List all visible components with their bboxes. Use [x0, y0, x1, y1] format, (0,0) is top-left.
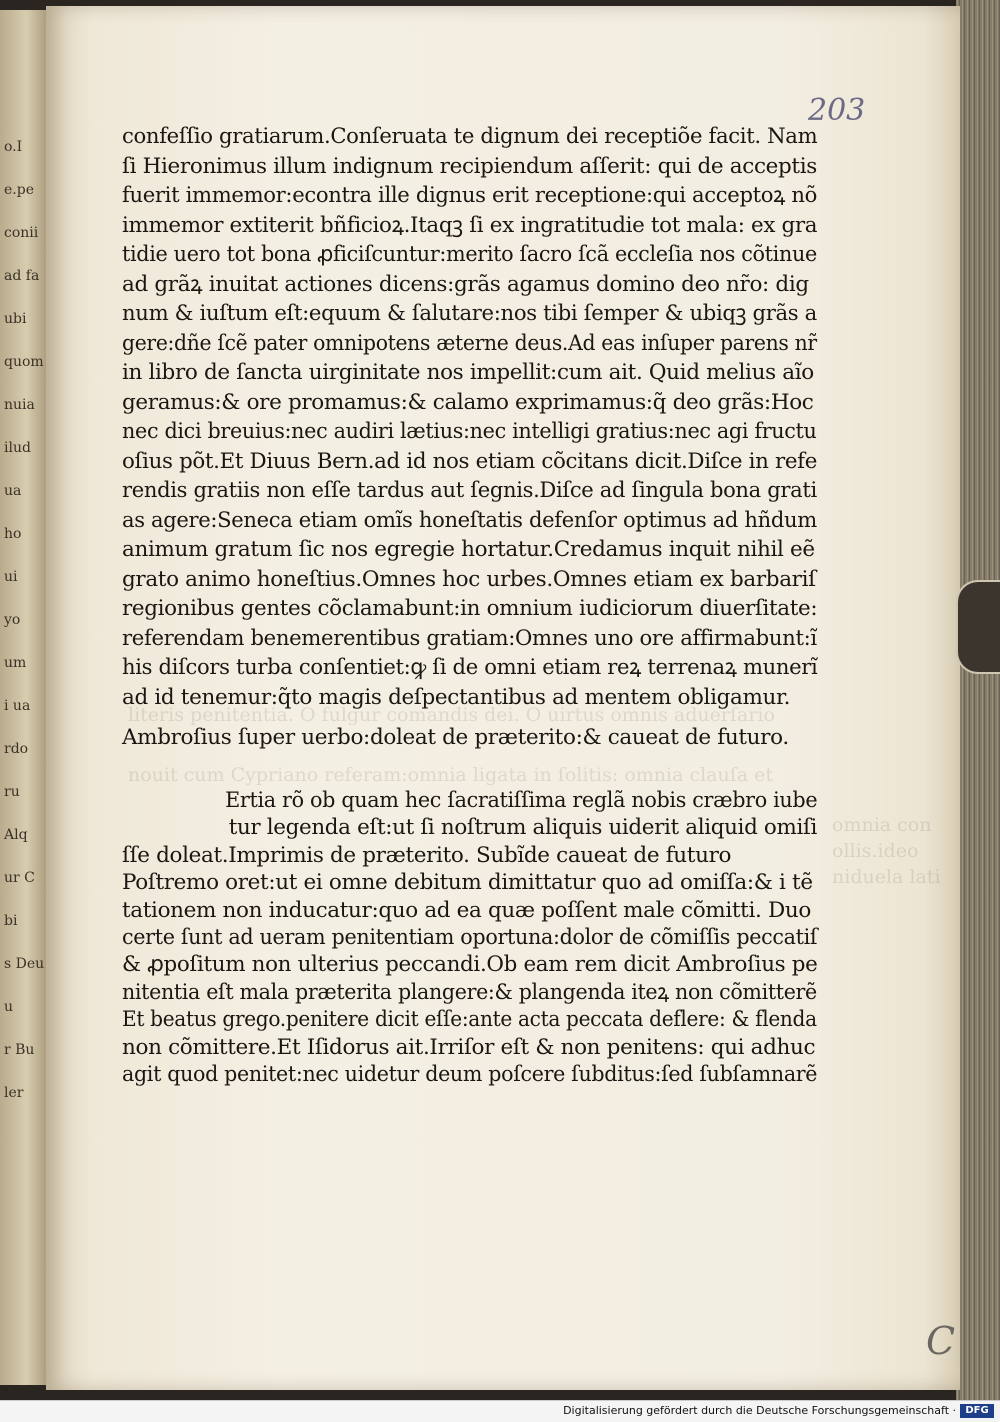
text-line: Ertia rõ ob quam hec ſacratiſſima reglã nobis cræbro iube	[225, 788, 818, 813]
left-page-fragment: ru	[4, 784, 20, 800]
left-page-fragment: u	[4, 999, 14, 1015]
left-page-fragment: Alq	[4, 827, 28, 843]
text-line: non cõmittere.Et Iſidorus ait.Irriſor eſt & non penitens: qui adhuc	[122, 1034, 816, 1060]
left-page-fragment: ur C	[4, 870, 35, 886]
text-line: his diſcors turba conſentiet:ꝙ ſi de omni etiam reꝝ terrenaꝝ munerĩ	[122, 655, 818, 680]
bleed-through-line: niduela lati	[832, 866, 941, 888]
text-line: oſius põt.Et Diuus Bern.ad id nos etiam cõcitans dicit.Diſce in refe	[122, 448, 818, 474]
text-line: grato animo honeſtius.Omnes hoc urbes.Omnes etiam ex barbariſ	[122, 566, 816, 592]
left-page-fragment: ui	[4, 569, 18, 585]
text-line: Et beatus grego.penitere dicit eſſe:ante acta peccata deflere: & flenda	[122, 1007, 817, 1033]
text-line: rendis gratiis non eſſe tardus aut ſegnis.Diſce ad ſingula bona grati	[122, 478, 817, 503]
left-page-fragment: bi	[4, 913, 18, 929]
text-line: & ꝓpoſitum non ulterius peccandi.Ob eam rem dicit Ambroſius pe	[122, 952, 818, 978]
text-line: tationem non inducatur:quo ad ea quæ poſſent male cõmitti. Duo	[122, 897, 811, 923]
folio-number: 203	[808, 93, 866, 128]
paragraph-1	[122, 122, 818, 712]
left-page-fragment: conii	[4, 225, 39, 241]
left-page-fragment: ler	[4, 1085, 24, 1101]
left-page-fragment: s Deu	[4, 956, 45, 972]
text-line: certe ſunt ad ueram penitentiam oportuna:dolor de cõmiſſis peccatiſ	[122, 924, 818, 950]
dfg-logo[interactable]: DFG	[960, 1404, 994, 1418]
text-line: as agere:Seneca etiam omĩs honeſtatis defenſor optimus ad hñdum	[122, 507, 817, 533]
left-page-fragment: quom	[4, 354, 44, 370]
text-line: tidie uero tot bona ꝓficiſcuntur:merito ſacro ſcã eccleſia nos cõtinue	[122, 242, 817, 267]
left-page-fragment: r Bu	[4, 1042, 35, 1058]
text-line: nec dici breuius:nec audiri lætius:nec intelligi gratius:nec agi fructu	[122, 419, 817, 444]
left-page-fragment: nuia	[4, 397, 35, 413]
left-page-fragment: ho	[4, 526, 22, 542]
funding-credit: Digitalisierung gefördert durch die Deutsche Forschungsgemeinschaft ·	[563, 1404, 956, 1417]
text-line: ſſe doleat.Imprimis de præterito. Subĩde caueat de futuro	[122, 842, 732, 868]
text-line: in libro de ſancta uirginitate nos impellit:cum ait. Quid melius aĩo	[122, 360, 814, 385]
paragraph-2	[122, 787, 818, 1088]
footer-bar	[0, 1400, 1000, 1422]
text-line: fuerit immemor:econtra ille dignus erit receptione:qui acceptoꝝ nõ	[122, 183, 818, 208]
text-line: ad id tenemur:q̃to magis deſpectantibus ad mentem obligamur.	[122, 684, 791, 710]
text-line: immemor extiterit bñficioꝝ.Itaqꝫ ſi ex ingratitudie tot mala: ex gra	[122, 212, 818, 238]
signature-mark: C	[926, 1319, 956, 1363]
bleed-through-line: nouit cum Cypriano referam:omnia ligata in ſolitis: omnia clauſa et	[128, 764, 774, 786]
bleed-through-line: omnia con	[832, 814, 932, 836]
book-clasp	[956, 580, 1000, 674]
left-page-fragment: e.pe	[4, 182, 34, 198]
left-page-fragment: ua	[4, 483, 22, 499]
left-page-fragment: ubi	[4, 311, 27, 327]
text-line: tur legenda eſt:ut ſi noſtrum aliquis uiderit aliquid omiſi	[228, 815, 818, 841]
text-line: animum gratum ſic nos egregie hortatur.Credamus inquit nihil eẽ	[122, 537, 815, 562]
left-page-fragment: um	[4, 655, 27, 671]
left-page-fragment: o.I	[4, 139, 23, 155]
page-stack-edge	[956, 0, 1000, 1400]
bleed-through-line: ollis.ideo	[832, 840, 919, 862]
text-line: referendam benemerentibus gratiam:Omnes uno ore affirmabunt:ĩ	[122, 625, 817, 651]
text-line: Poſtremo oret:ut ei omne debitum dimittatur quo ad omiſſa:& i tẽ	[122, 870, 813, 896]
left-page-fragment: ilud	[4, 440, 31, 456]
text-line: agit quod penitet:nec uidetur deum poſcere ſubditus:ſed ſubſamnarẽ	[122, 1061, 818, 1087]
text-line: confeſſio gratiarum.Conſeruata te dignum dei receptiõe facit. Nam	[122, 124, 818, 149]
text-line: ad grãꝝ inuitat actiones dicens:grãs agamus domino deo nr̃o: dig	[122, 271, 809, 297]
text-line: gere:dñe ſcẽ pater omnipotens æterne deus.Ad eas inſuper parens nr̃	[122, 330, 817, 356]
text-line: num & iuſtum eſt:equum & ſalutare:nos tibi ſemper & ubiqꝫ grãs a	[122, 301, 817, 326]
left-page-fragment: i ua	[4, 698, 31, 714]
text-line: geramus:& ore promamus:& calamo exprimamus:q̃ deo grãs:Hoc	[122, 389, 814, 415]
left-page-fragment: rdo	[4, 741, 29, 757]
text-line: regionibus gentes cõclamabunt:in omnium iudiciorum diuerſitate:	[122, 596, 818, 621]
text-line: nitentia eſt mala præterita plangere:& plangenda iteꝝ non cõmitterẽ	[122, 979, 817, 1005]
rubric-heading: Ambroſius ſuper uerbo:doleat de præterito:& caueat de futuro.	[122, 725, 789, 750]
bleed-through-line: literis penitentia. O fulgur comandis dei. O uirtus omnis aduerſario	[128, 704, 775, 726]
left-page-fragment: yo	[4, 612, 21, 628]
text-line: ſi Hieronimus illum indignum recipiendum aſſerit: qui de acceptis	[122, 153, 817, 179]
left-page-edge	[0, 10, 48, 1385]
left-page-fragment: ad fa	[4, 268, 40, 284]
